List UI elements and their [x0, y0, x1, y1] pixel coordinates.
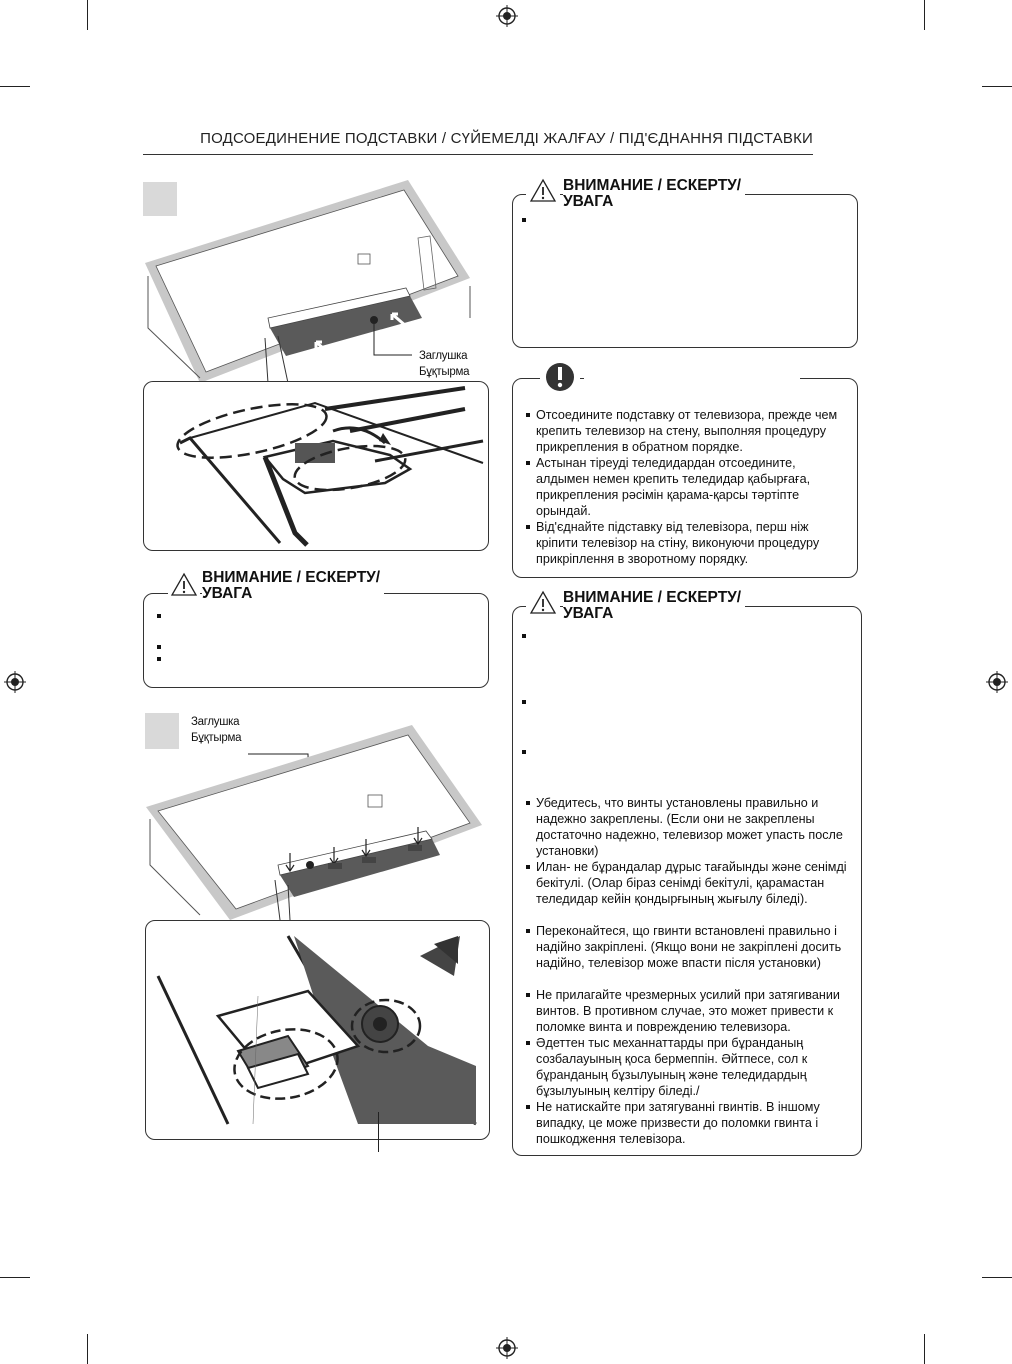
caution-heading-line1: ВНИМАНИЕ / ЕСКЕРТУ/	[563, 589, 742, 606]
warning-triangle-icon	[528, 178, 558, 204]
caution-heading-2	[563, 178, 745, 210]
bullet	[157, 614, 161, 618]
step-2-label-ru: Заглушка	[191, 716, 240, 728]
caution-3-item-2	[536, 859, 854, 907]
crop-mark	[924, 0, 925, 30]
bullet	[526, 1105, 530, 1109]
bullet	[526, 413, 530, 417]
tv-back-illustration-2	[140, 715, 490, 925]
caution-3-item-2-text: Илан- не бұрандалар дұрыс тағайынды және сенімді бекітулі. (Олар біраз сенімді бекітулі, қарамастан теледидар кейін қондырғының жығылу біледі).	[536, 860, 847, 906]
caution-3-item-4	[536, 987, 856, 1035]
registration-mark-icon	[496, 1337, 518, 1359]
crop-mark	[0, 86, 30, 87]
screw-detail-illustration	[158, 936, 476, 1124]
warning-triangle-icon	[170, 572, 198, 598]
caution-3-item-5	[536, 1035, 854, 1099]
caution-3-item-6	[536, 1099, 854, 1147]
bullet	[526, 929, 530, 933]
caution-panel-2	[512, 194, 858, 348]
note-exclamation-icon	[540, 360, 580, 396]
caution-heading-3	[563, 590, 745, 622]
bullet	[526, 461, 530, 465]
bullet	[522, 634, 526, 638]
registration-mark-icon	[496, 5, 518, 27]
crop-mark	[87, 0, 88, 30]
note-item-2-text: Астынан тірeуді теледидардан отсоедините, алдымен немен крепить теледидар қабырғаға, прикрепления рәсімін қарама-қарсы тәртіпте орындай.	[536, 456, 811, 518]
bullet	[526, 525, 530, 529]
bullet	[526, 865, 530, 869]
caution-3-item-3	[536, 923, 854, 971]
caution-3-item-4-text: Не прилагайте чрезмерных усилий при затягивании винтов. В противном случае, это может привести к поломке винта и повреждению телевизора.	[536, 988, 840, 1034]
caution-heading-line1: ВНИМАНИЕ / ЕСКЕРТУ/	[563, 177, 742, 194]
note-item-1	[536, 407, 846, 455]
step-2-label-kz: Бұқтырма	[191, 732, 242, 744]
caution-3-item-6-text: Не натискайте при затягуванні гвинтів. В іншому випадку, це може призвести до поломки гвинта і пошкодження телевізора.	[536, 1100, 820, 1146]
step-1-label-ru: Заглушка	[419, 350, 468, 362]
caution-panel-1	[143, 593, 489, 688]
caution-3-item-3-text: Переконайтеся, що гвинти встановлені правильно і надійно закріплені. (Якщо вони не закріплені досить надійно, телевізор може впасти після установки)	[536, 924, 842, 970]
crop-mark	[87, 1334, 88, 1364]
note-item-3	[536, 519, 846, 567]
bullet	[522, 218, 526, 222]
title-rule	[143, 154, 813, 155]
bullet	[526, 801, 530, 805]
registration-mark-icon	[986, 671, 1008, 693]
note-item-3-text: Від'єднайте підставку від телевізора, перш ніж кріпити телевізор на стіну, виконуючи процедуру прикріплення в зворотному порядку.	[536, 520, 820, 566]
caution-heading-line2: УВАГА	[202, 585, 253, 602]
caution-3-item-5-text: Әдеттен тыс механнаттарды при бұранданың созбалауының қоса бермеппін. Әйтпесе, сол к бұранданың бұзылуының және теледидардың бұзылуының келтіру біледі./	[536, 1036, 808, 1098]
screw-leader-line	[378, 1112, 379, 1152]
caution-heading-line2: УВАГА	[563, 193, 614, 210]
note-rule-gap	[584, 374, 800, 382]
caution-heading-line1: ВНИМАНИЕ / ЕСКЕРТУ/	[202, 569, 381, 586]
crop-mark	[982, 86, 1012, 87]
bullet	[522, 750, 526, 754]
registration-mark-icon	[4, 671, 26, 693]
crop-mark	[982, 1277, 1012, 1278]
bullet	[526, 1041, 530, 1045]
stand-attach-detail-illustration	[145, 383, 487, 549]
bullet	[526, 993, 530, 997]
bullet	[157, 657, 161, 661]
caution-3-item-1-text: Убедитесь, что винты установлены правильно и надежно закреплены. (Если они не закреплены достаточно надежно, телевизор может упасть после установки)	[536, 796, 843, 858]
bullet	[522, 700, 526, 704]
caution-heading-line2: УВАГА	[563, 605, 614, 622]
caution-3-item-1	[536, 795, 854, 859]
step-1-label-kz: Бұқтырма	[419, 366, 470, 378]
warning-triangle-icon	[528, 590, 558, 616]
crop-mark	[924, 1334, 925, 1364]
note-item-1-text: Отсоедините подставку от телевизора, прежде чем крепить телевизор на стену, выполняя процедуру прикрепления в обратном порядке.	[536, 408, 838, 454]
page-title: ПОДСОЕДИНЕНИЕ ПОДСТАВКИ / СҮЙЕМЕЛДІ ЖАЛҒАУ / ПІД'ЄДНАННЯ ПІДСТАВКИ	[200, 130, 813, 147]
note-item-2	[536, 455, 846, 519]
crop-mark	[0, 1277, 30, 1278]
bullet	[157, 645, 161, 649]
heading-rule	[776, 193, 836, 194]
caution-heading-1	[202, 570, 384, 602]
